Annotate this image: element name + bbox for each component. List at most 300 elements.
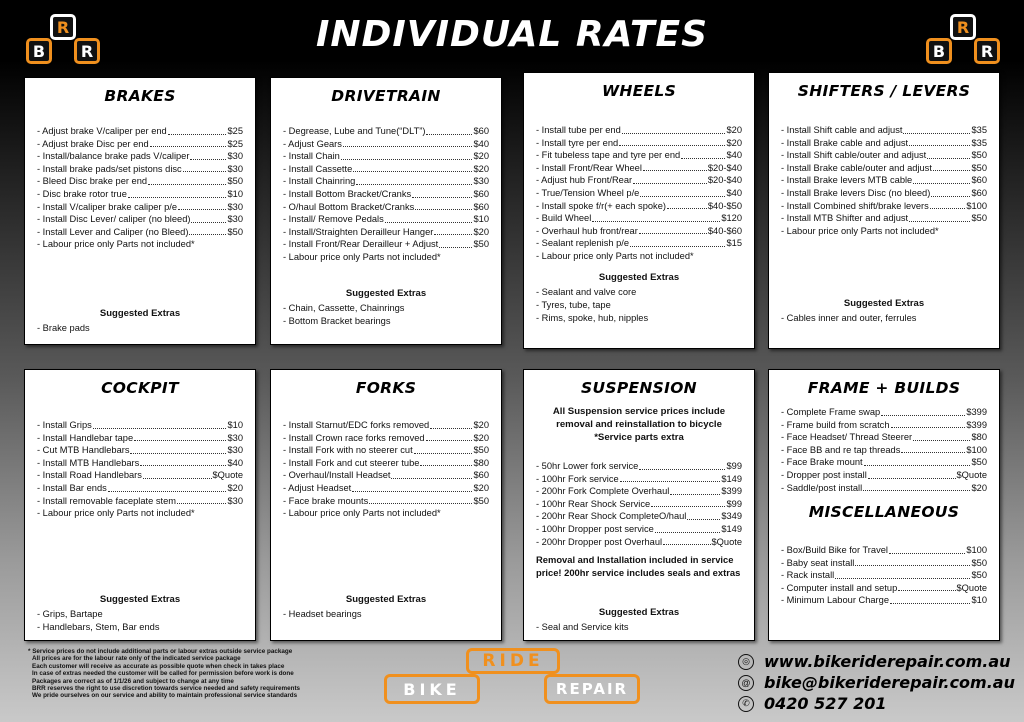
- service-price: $10: [473, 214, 489, 225]
- price-row: [536, 510, 742, 523]
- service-name: - Face brake mounts: [283, 495, 369, 506]
- service-name: - Install Fork with no steerer cut: [283, 445, 413, 456]
- card-title-suspension: SUSPENSION: [581, 379, 697, 397]
- service-price: $40: [227, 457, 243, 468]
- dot-leader: [341, 159, 473, 160]
- service-price: $30: [227, 201, 243, 212]
- service-name: - Install Road Handlebars: [37, 470, 142, 481]
- price-row: [536, 523, 742, 536]
- extras-drivetrain: [283, 288, 489, 328]
- contact-info: [738, 651, 1018, 714]
- card-frame-builds: [768, 369, 1000, 641]
- price-row: [283, 457, 489, 470]
- extra-item: - Chain, Cassette, Chainrings: [283, 303, 405, 313]
- service-price: $35: [971, 125, 987, 135]
- dot-leader: [891, 427, 966, 428]
- price-row: [283, 125, 489, 138]
- service-price: $399: [966, 407, 987, 417]
- card-title-forks: FORKS: [355, 379, 417, 397]
- price-row: [536, 225, 742, 238]
- price-row: [37, 188, 243, 201]
- dot-leader: [855, 565, 970, 566]
- service-name: - 100hr Rear Shock Service: [536, 498, 651, 509]
- service-price: $99: [726, 498, 742, 509]
- service-name: - True/Tension Wheel p/e: [536, 187, 640, 198]
- service-name: - 200hr Rear Shock CompleteO/haul: [536, 511, 687, 522]
- price-row: [536, 473, 742, 486]
- price-row: [781, 444, 987, 457]
- service-name: - Disc brake rotor true: [37, 188, 127, 199]
- card-wheels: [523, 72, 755, 349]
- dot-leader: [140, 465, 226, 466]
- suggested-extras-title: Suggested Extras: [843, 298, 925, 309]
- logo-letter-r: R: [974, 38, 1000, 64]
- extras-suspension: [536, 607, 742, 634]
- service-name: - Saddle/post install: [781, 482, 863, 493]
- dot-leader: [881, 415, 965, 416]
- service-name: - Dropper post install: [781, 469, 867, 480]
- price-row: [283, 175, 489, 188]
- dot-leader: [687, 519, 720, 520]
- dot-leader: [909, 145, 970, 146]
- brand-repair: REPAIR: [544, 674, 640, 704]
- service-price: $20: [473, 420, 489, 430]
- service-name: - Install Shift cable and adjust: [781, 125, 903, 135]
- dot-leader: [183, 171, 227, 172]
- extra-item: - Bottom Bracket bearings: [283, 316, 391, 326]
- service-name: - Install/Straighten Derailleur Hanger: [283, 226, 434, 237]
- dot-leader: [901, 452, 965, 453]
- price-row: [781, 419, 987, 432]
- price-row: [283, 469, 489, 482]
- service-name: - Face Headset/ Thread Steerer: [781, 432, 913, 443]
- price-row: [536, 212, 742, 225]
- price-row: [37, 163, 243, 176]
- dot-leader: [622, 133, 726, 134]
- service-price: $40-$60: [707, 225, 742, 236]
- service-name: - Adjust Gears: [283, 138, 342, 149]
- service-price: $30: [227, 151, 243, 162]
- dot-leader: [134, 440, 226, 441]
- price-row: [781, 124, 987, 137]
- price-row: [781, 544, 987, 557]
- dot-leader: [391, 478, 472, 479]
- dot-leader: [420, 465, 472, 466]
- dot-leader: [178, 209, 226, 210]
- website-link[interactable]: www.bikeriderepair.com.au: [764, 652, 1011, 671]
- card-title-wheels: WHEELS: [601, 82, 677, 100]
- dot-leader: [933, 170, 971, 171]
- service-price: $100: [966, 545, 987, 555]
- service-price: $20: [971, 482, 987, 493]
- service-name: - Install spoke f/r(+ each spoke): [536, 200, 666, 211]
- price-row: [781, 582, 987, 595]
- service-name: - Adjust Headset: [283, 482, 352, 493]
- service-name: - Install removable faceplate stem: [37, 495, 176, 506]
- dot-leader: [864, 465, 971, 466]
- extras-cockpit: [37, 594, 243, 634]
- price-row: [37, 138, 243, 151]
- service-price: $20: [726, 137, 742, 148]
- suggested-extras-title: Suggested Extras: [345, 288, 427, 299]
- service-name: - 200hr Dropper post Overhaul: [536, 536, 663, 547]
- service-name: - Install Grips: [37, 420, 92, 430]
- dot-leader: [835, 578, 970, 579]
- price-list-brakes: [37, 125, 243, 251]
- service-name: - Install brake pads/set pistons disc: [37, 163, 182, 174]
- suggested-extras-title: Suggested Extras: [99, 594, 181, 605]
- service-price: $30: [227, 163, 243, 174]
- extra-item: - Brake pads: [37, 323, 90, 333]
- card-drivetrain: [270, 77, 502, 345]
- service-name: - 50hr Lower fork service: [536, 461, 639, 471]
- price-row: [781, 200, 987, 213]
- dot-leader: [385, 222, 473, 223]
- service-name: - 100hr Fork service: [536, 473, 619, 484]
- price-row: [37, 457, 243, 470]
- service-name: - Sealant replenish p/e: [536, 238, 630, 249]
- price-row: [536, 124, 742, 137]
- price-row: [283, 201, 489, 214]
- service-price: $60: [473, 470, 489, 481]
- suggested-extras-title: Suggested Extras: [345, 594, 427, 605]
- service-price: $10: [227, 420, 243, 430]
- dot-leader: [913, 183, 970, 184]
- service-price: $30: [227, 432, 243, 443]
- service-name: - Install Brake levers MTB cable: [781, 175, 913, 186]
- dot-leader: [128, 197, 227, 198]
- price-row: [781, 406, 987, 419]
- service-price: $40: [726, 187, 742, 198]
- contact-phone: [738, 693, 1018, 714]
- service-price: $60: [971, 187, 987, 198]
- service-price: $30: [227, 214, 243, 225]
- service-price: $25: [227, 138, 243, 149]
- dot-leader: [643, 170, 707, 171]
- dot-leader: [439, 247, 472, 248]
- card-brakes: [24, 77, 256, 345]
- service-name: - Install Lever and Caliper (no Bleed): [37, 226, 189, 237]
- card-title-shifters-levers: SHIFTERS / LEVERS: [797, 82, 971, 100]
- service-name: - Adjust brake Disc per end: [37, 138, 149, 149]
- price-row: [37, 495, 243, 508]
- dot-leader: [927, 158, 970, 159]
- disclaimer-line: Packages are correct as of 1/1/26 and subject to change at any time: [32, 677, 234, 685]
- service-name: - Adjust hub Front/Rear: [536, 175, 633, 186]
- price-row: [781, 431, 987, 444]
- dot-leader: [168, 134, 227, 135]
- dot-leader: [414, 453, 473, 454]
- dot-leader: [633, 183, 707, 184]
- price-list-forks: [283, 419, 489, 520]
- service-price: $60: [473, 188, 489, 199]
- price-row: [37, 419, 243, 432]
- price-row: [781, 456, 987, 469]
- price-row: [781, 557, 987, 570]
- service-name: - Install MTB Shifter and adjust: [781, 213, 909, 224]
- suggested-extras-title: Suggested Extras: [598, 272, 680, 283]
- service-price: $399: [721, 486, 742, 497]
- logo-letter-r: R: [74, 38, 100, 64]
- dot-leader: [430, 428, 472, 429]
- service-name: - Install tube per end: [536, 125, 621, 135]
- price-row: [283, 138, 489, 151]
- dot-leader: [655, 532, 720, 533]
- service-name: - Overhaul/Install Headset: [283, 470, 391, 481]
- service-price: $Quote: [711, 536, 742, 547]
- price-row: [37, 150, 243, 163]
- price-list-cockpit: [37, 419, 243, 520]
- dot-leader: [663, 544, 710, 545]
- service-price: $50: [971, 457, 987, 468]
- service-name: - Degrease, Lube and Tune(“DLT”): [283, 126, 426, 136]
- contact-web: [738, 651, 1018, 672]
- dot-leader: [898, 590, 955, 591]
- disclaimer-line: All prices are for the labour rate only of the indicated service package: [32, 655, 241, 663]
- dot-leader: [889, 553, 965, 554]
- dot-leader: [343, 146, 473, 147]
- service-price: $Quote: [956, 469, 987, 480]
- price-row: [283, 213, 489, 226]
- dot-leader: [143, 478, 212, 479]
- price-row: [37, 175, 243, 188]
- service-name: - Bleed Disc brake per end: [37, 176, 148, 187]
- price-row: [536, 137, 742, 150]
- dot-leader: [681, 158, 725, 159]
- service-name: - Install Cassette: [283, 163, 353, 174]
- service-price: $40: [726, 150, 742, 161]
- service-name: - Frame build from scratch: [781, 419, 890, 430]
- labour-note: - Labour price only Parts not included*: [283, 251, 441, 262]
- service-price: $20: [227, 482, 243, 493]
- service-price: $80: [473, 457, 489, 468]
- labour-note: - Labour price only Parts not included*: [37, 508, 195, 519]
- disclaimer-line: BRR reserves the right to use discretion towards service needed and safety requirements: [32, 685, 301, 693]
- dot-leader: [620, 481, 721, 482]
- service-price: $20-$40: [707, 162, 742, 173]
- extras-shifters: [781, 298, 987, 325]
- card-shifters-levers: [768, 72, 1000, 349]
- service-price: $20: [473, 226, 489, 237]
- service-name: - Install Brake cable and adjust: [781, 137, 909, 148]
- dot-leader: [913, 440, 970, 441]
- dot-leader: [670, 494, 720, 495]
- price-row: [536, 162, 742, 175]
- price-list-wheels: [536, 124, 742, 263]
- price-list-suspension: [536, 460, 742, 548]
- price-row: [283, 188, 489, 201]
- service-price: $Quote: [956, 582, 987, 593]
- service-name: - Install Crown race forks removed: [283, 432, 425, 443]
- dot-leader: [426, 440, 473, 441]
- price-row: [536, 149, 742, 162]
- disclaimer-line: Each customer will receive as accurate as possible quote when check in takes place: [32, 662, 285, 670]
- service-price: $149: [721, 473, 742, 484]
- dot-leader: [148, 184, 226, 185]
- suggested-extras-title: Suggested Extras: [598, 607, 680, 618]
- service-price: $20: [473, 151, 489, 162]
- disclaimer-line: * Service prices do not include additional parts or labour extras outside service package: [28, 648, 293, 655]
- service-price: $20: [726, 125, 742, 135]
- dot-leader: [630, 246, 725, 247]
- service-name: - Complete Frame swap: [781, 407, 881, 417]
- service-price: $30: [473, 176, 489, 187]
- labour-note: - Labour price only Parts not included*: [536, 250, 694, 261]
- email-link[interactable]: bike@bikeriderepair.com.au: [764, 673, 1015, 692]
- service-price: $149: [721, 523, 742, 534]
- price-row: [283, 419, 489, 432]
- service-price: $10: [971, 595, 987, 606]
- service-price: $60: [473, 201, 489, 212]
- price-list-shifters: [781, 124, 987, 237]
- service-name: - Install Shift cable/outer and adjust: [781, 150, 927, 161]
- logo-letter-r-top: R: [950, 14, 976, 40]
- dot-leader: [177, 503, 226, 504]
- price-row: [781, 187, 987, 200]
- service-price: $20: [473, 482, 489, 493]
- logo-letter-b: B: [926, 38, 952, 64]
- service-price: $50: [971, 150, 987, 161]
- extras-brakes: [37, 308, 243, 335]
- service-price: $10: [227, 188, 243, 199]
- service-name: - Install Fork and cut steerer tube: [283, 457, 420, 468]
- dot-leader: [639, 233, 707, 234]
- price-list-misc: [781, 544, 987, 607]
- service-name: - 200hr Fork Complete Overhaul: [536, 486, 670, 497]
- brand-ride: RIDE: [466, 648, 560, 674]
- service-name: - 100hr Dropper post service: [536, 523, 654, 534]
- service-name: - Install Front/Rear Derailleur + Adjust: [283, 239, 439, 250]
- price-row: [37, 201, 243, 214]
- service-price: $50: [971, 162, 987, 173]
- dot-leader: [426, 134, 472, 135]
- price-row: [37, 125, 243, 138]
- labour-note: - Labour price only Parts not included*: [37, 239, 195, 250]
- price-row: [781, 212, 987, 225]
- extras-forks: [283, 594, 489, 621]
- dot-leader: [863, 490, 970, 491]
- service-name: - Overhaul hub front/rear: [536, 225, 638, 236]
- service-name: - Install Brake levers Disc (no bleed): [781, 187, 931, 198]
- dot-leader: [415, 209, 472, 210]
- dot-leader: [353, 171, 472, 172]
- service-price: $40-$50: [707, 200, 742, 211]
- price-row: [536, 498, 742, 511]
- brand-bike: BIKE: [384, 674, 480, 704]
- service-name: - Install Chainring: [283, 176, 356, 187]
- service-name: - Install/balance brake pads V/caliper: [37, 151, 190, 162]
- dot-leader: [189, 234, 226, 235]
- globe-icon: ◎: [738, 654, 754, 670]
- card-title-drivetrain: DRIVETRAIN: [331, 87, 441, 105]
- price-row: [536, 485, 742, 498]
- price-row: [781, 482, 987, 495]
- service-name: - Install Bottom Bracket/Cranks: [283, 188, 412, 199]
- service-price: $15: [726, 238, 742, 249]
- dot-leader: [651, 506, 725, 507]
- card-title-frame-builds: FRAME + BUILDS: [807, 379, 961, 397]
- service-name: - Install Handlebar tape: [37, 432, 134, 443]
- phone-link[interactable]: 0420 527 201: [764, 694, 887, 713]
- price-row: [37, 444, 243, 457]
- price-row: [536, 174, 742, 187]
- service-price: $50: [971, 213, 987, 224]
- service-name: - Install Chain: [283, 151, 340, 162]
- service-price: $40: [473, 138, 489, 149]
- service-price: $20-$40: [707, 175, 742, 186]
- logo-letter-r-top: R: [50, 14, 76, 40]
- service-price: $100: [966, 200, 987, 211]
- dot-leader: [434, 234, 472, 235]
- dot-leader: [619, 145, 725, 146]
- extra-item: - Seal and Service kits: [536, 622, 629, 632]
- service-price: $50: [227, 226, 243, 237]
- service-price: $50: [473, 495, 489, 506]
- service-name: - Face BB and re tap threads: [781, 444, 901, 455]
- price-row: [283, 163, 489, 176]
- dot-leader: [190, 159, 226, 160]
- price-row: [283, 238, 489, 251]
- extras-wheels: [536, 272, 742, 325]
- service-price: $80: [971, 432, 987, 443]
- service-name: - Face Brake mount: [781, 457, 863, 468]
- service-name: - O/haul Bottom Bracket/Cranks: [283, 201, 415, 212]
- price-row: [781, 137, 987, 150]
- extra-item: - Rims, spoke, hub, nipples: [536, 313, 649, 323]
- service-price: $60: [971, 175, 987, 186]
- service-name: - Install Brake cable/outer and adjust: [781, 162, 932, 173]
- extra-item: - Handlebars, Stem, Bar ends: [37, 622, 160, 632]
- suspension-note: Removal and Installation included in service price! 200hr service includes seals and extras: [536, 554, 741, 578]
- price-row: [283, 150, 489, 163]
- dot-leader: [191, 222, 226, 223]
- service-name: - Box/Build Bike for Travel: [781, 545, 888, 555]
- price-row: [781, 162, 987, 175]
- service-price: $30: [227, 445, 243, 456]
- service-name: - Install Starnut/EDC forks removed: [283, 420, 430, 430]
- card-title-cockpit: COCKPIT: [101, 379, 179, 397]
- service-name: - Install tyre per end: [536, 137, 619, 148]
- dot-leader: [356, 184, 472, 185]
- dot-leader: [108, 491, 227, 492]
- card-forks: [270, 369, 502, 641]
- dot-leader: [903, 133, 970, 134]
- dot-leader: [352, 491, 472, 492]
- service-price: $120: [721, 213, 742, 224]
- service-name: - Computer install and setup: [781, 582, 898, 593]
- extra-item: - Headset bearings: [283, 609, 362, 619]
- price-row: [781, 569, 987, 582]
- suspension-intro: All Suspension service prices include removal and reinstallation to bicycle *Service parts extra: [552, 406, 726, 443]
- dot-leader: [930, 208, 966, 209]
- service-name: - Install Bar ends: [37, 482, 107, 493]
- service-price: $349: [721, 511, 742, 522]
- price-row: [781, 174, 987, 187]
- labour-note: - Labour price only Parts not included*: [781, 225, 939, 236]
- service-name: - Adjust brake V/caliper per end: [37, 126, 167, 136]
- dot-leader: [640, 196, 725, 197]
- extra-item: - Tyres, tube, tape: [536, 300, 611, 310]
- service-name: - Install V/caliper brake caliper p/e: [37, 201, 178, 212]
- service-name: - Cut MTB Handlebars: [37, 445, 130, 456]
- price-row: [536, 187, 742, 200]
- dot-leader: [868, 478, 956, 479]
- service-price: $50: [473, 445, 489, 456]
- dot-leader: [130, 453, 226, 454]
- price-row: [536, 200, 742, 213]
- service-name: - Install Combined shift/brake levers: [781, 200, 929, 211]
- service-name: - Build Wheel: [536, 213, 592, 224]
